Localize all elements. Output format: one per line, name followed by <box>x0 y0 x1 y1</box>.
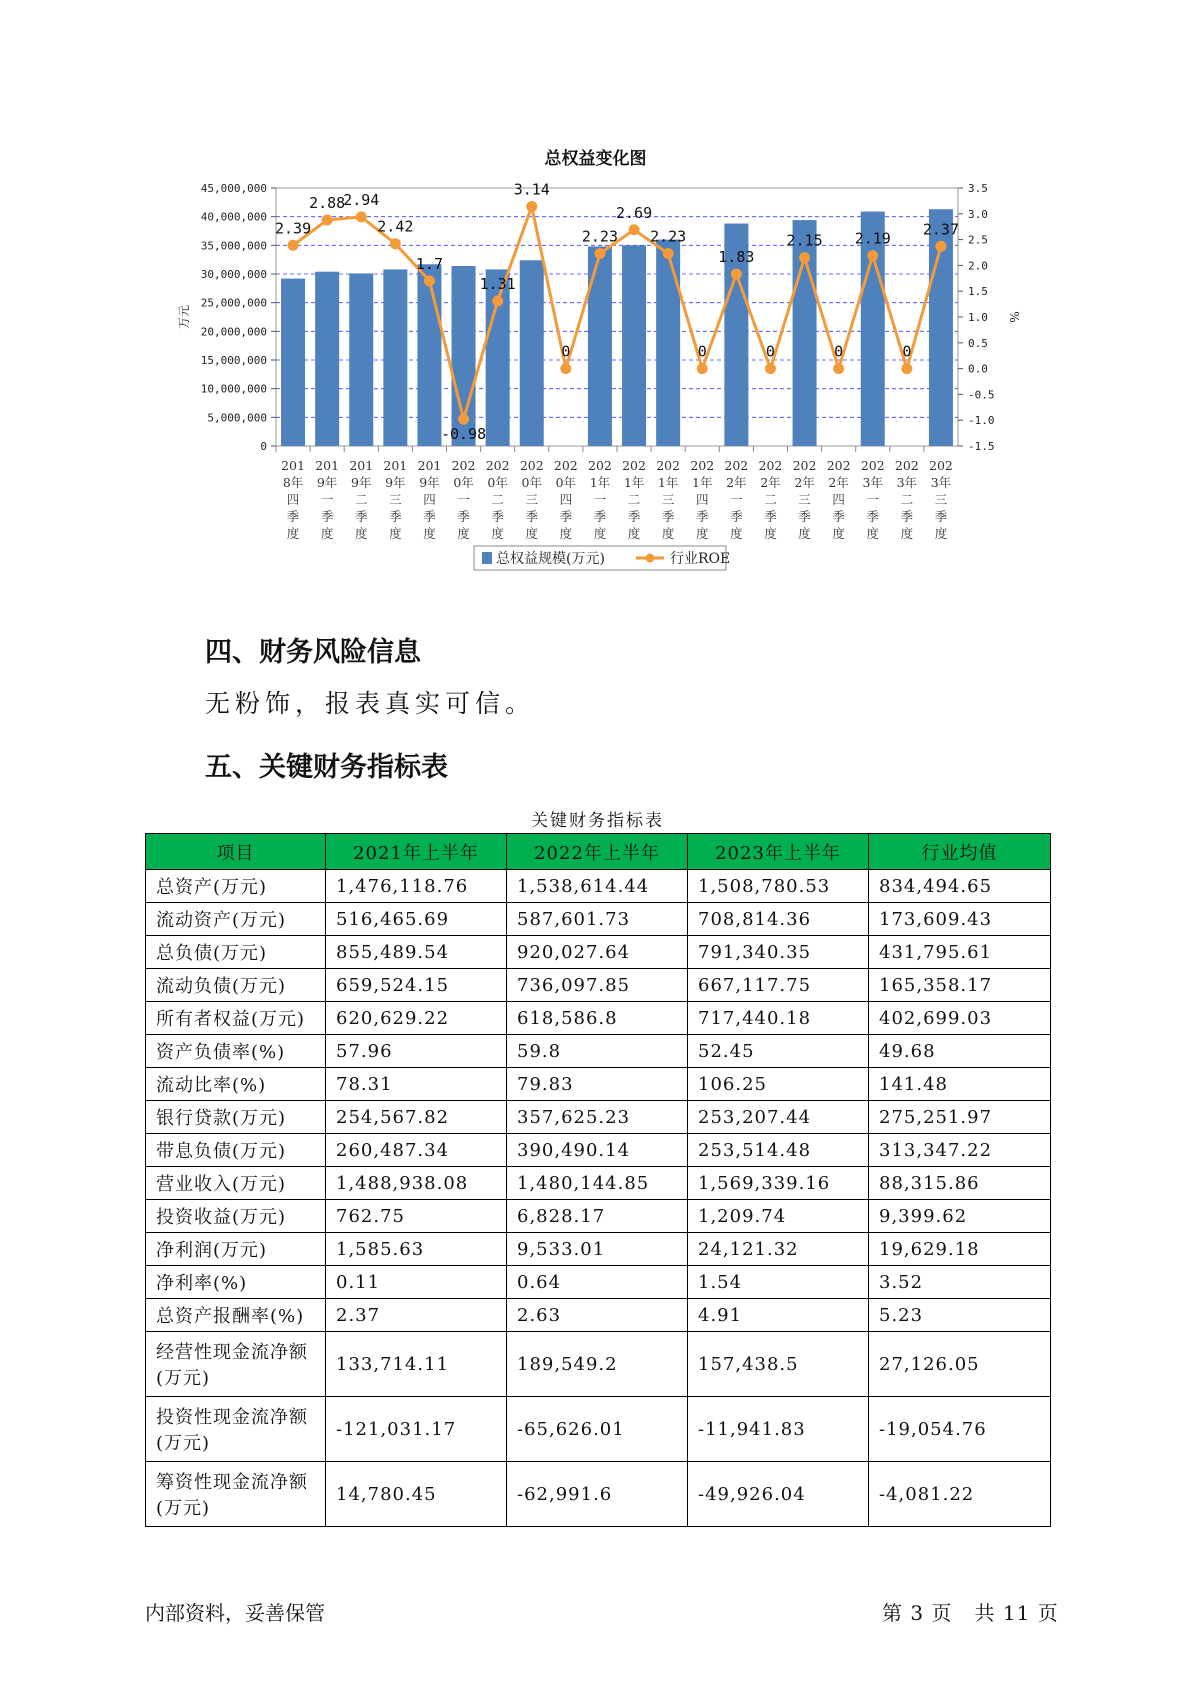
x-tick-label: 202 <box>724 458 749 473</box>
y-tick-label: 25,000,000 <box>200 296 267 310</box>
x-tick-label: 度 <box>559 526 573 541</box>
x-tick-label: 3年 <box>930 475 952 490</box>
y-tick-label: 0 <box>260 440 267 453</box>
x-tick-label: 3年 <box>896 475 918 490</box>
row-label-cell: 投资收益(万元) <box>146 1200 326 1233</box>
roe-point <box>629 224 640 235</box>
value-cell: 79.83 <box>507 1068 688 1101</box>
x-tick-label: 0年 <box>487 475 508 490</box>
x-tick-label: 度 <box>491 526 504 541</box>
x-tick-label: 二 <box>764 492 777 507</box>
row-label-cell: 带息负债(万元) <box>146 1134 326 1167</box>
x-tick-label: 季 <box>866 509 880 524</box>
y2-tick-label: 3.0 <box>968 207 988 221</box>
roe-data-label: 2.88 <box>309 193 346 212</box>
table-row <box>146 936 1051 969</box>
roe-data-label: 2.19 <box>854 229 891 248</box>
value-cell: 4.91 <box>688 1299 869 1332</box>
table-row <box>146 1332 1051 1397</box>
roe-point <box>288 240 299 251</box>
x-tick-label: 2年 <box>726 475 747 490</box>
value-cell: 1,488,938.08 <box>326 1167 507 1200</box>
table-row <box>146 1462 1051 1527</box>
row-label-cell: 净利润(万元) <box>146 1233 326 1266</box>
legend-bar-label: 总权益规模(万元) <box>496 551 605 567</box>
table-body <box>146 870 1051 1527</box>
value-cell: 253,514.48 <box>688 1134 869 1167</box>
value-cell: 260,487.34 <box>326 1134 507 1167</box>
y-tick-label: 20,000,000 <box>200 325 267 339</box>
x-tick-label: 度 <box>320 526 334 541</box>
roe-data-label: 1.7 <box>415 254 443 273</box>
value-cell: 2.37 <box>326 1299 507 1332</box>
row-label-cell: 经营性现金流净额(万元) <box>146 1332 326 1397</box>
value-cell: 618,586.8 <box>507 1002 688 1035</box>
x-tick-label: 四 <box>695 492 709 507</box>
row-label-cell: 总资产报酬率(%) <box>146 1299 326 1332</box>
value-cell: 0.11 <box>326 1266 507 1299</box>
x-tick-label: 0年 <box>521 475 542 490</box>
value-cell: 920,027.64 <box>507 936 688 969</box>
x-tick-label: 季 <box>286 509 300 524</box>
value-cell: 1,585.63 <box>326 1233 507 1266</box>
roe-data-label: 2.69 <box>615 203 653 222</box>
x-tick-label: 季 <box>730 509 743 524</box>
y2-tick-label: 0.5 <box>968 336 988 350</box>
value-cell: 390,490.14 <box>507 1134 688 1167</box>
table-row <box>146 903 1051 936</box>
x-tick-label: 季 <box>764 509 777 524</box>
x-tick-label: 二 <box>900 492 914 507</box>
value-cell: 254,567.82 <box>326 1101 507 1134</box>
table-row <box>146 969 1051 1002</box>
value-cell: -65,626.01 <box>507 1397 688 1462</box>
roe-point <box>935 241 946 252</box>
x-tick-label: 202 <box>826 458 851 473</box>
value-cell: 357,625.23 <box>507 1101 688 1134</box>
x-tick-label: 1年 <box>692 475 713 490</box>
value-cell: -4,081.22 <box>869 1462 1051 1527</box>
x-tick-label: 度 <box>934 526 948 541</box>
value-cell: 3.52 <box>869 1266 1051 1299</box>
x-tick-label: 季 <box>661 509 675 524</box>
value-cell: 49.68 <box>869 1035 1051 1068</box>
x-tick-label: 202 <box>485 458 510 473</box>
value-cell: 78.31 <box>326 1068 507 1101</box>
x-tick-label: 一 <box>866 492 880 507</box>
roe-data-label: 0 <box>561 342 571 361</box>
x-tick-label: 202 <box>690 458 715 473</box>
x-tick-label: 度 <box>866 526 880 541</box>
x-tick-label: 季 <box>832 509 845 524</box>
x-tick-label: 度 <box>730 526 743 541</box>
x-tick-label: 9年 <box>351 475 372 490</box>
roe-point <box>663 248 674 259</box>
roe-data-label: 0 <box>765 342 775 361</box>
roe-point <box>356 211 367 222</box>
bar <box>656 240 680 446</box>
table-row <box>146 1167 1051 1200</box>
roe-point <box>833 363 844 374</box>
x-tick-label: 度 <box>286 526 300 541</box>
roe-point <box>390 238 401 249</box>
x-tick-label: 季 <box>934 509 948 524</box>
x-tick-label: 201 <box>383 458 408 473</box>
value-cell: 855,489.54 <box>326 936 507 969</box>
x-tick-label: 2年 <box>794 475 815 490</box>
table-row <box>146 1101 1051 1134</box>
row-label-cell: 净利率(%) <box>146 1266 326 1299</box>
table-header-cell: 行业均值 <box>869 834 1051 870</box>
table-row <box>146 1068 1051 1101</box>
x-tick-label: 202 <box>894 458 919 473</box>
value-cell: 431,795.61 <box>869 936 1051 969</box>
table-row <box>146 1266 1051 1299</box>
table-row <box>146 1035 1051 1068</box>
x-tick-label: 202 <box>792 458 817 473</box>
table-header-cell: 项目 <box>146 834 326 870</box>
y-tick-label: 35,000,000 <box>200 239 267 253</box>
x-tick-label: 季 <box>900 509 914 524</box>
table-header-row <box>146 834 1051 870</box>
y2-tick-label: 0.0 <box>968 362 988 376</box>
x-tick-label: 9年 <box>385 475 406 490</box>
value-cell: 402,699.03 <box>869 1002 1051 1035</box>
x-tick-label: 3年 <box>862 475 883 490</box>
roe-data-label: 0 <box>697 342 707 361</box>
x-tick-label: 1年 <box>623 475 645 490</box>
value-cell: 516,465.69 <box>326 903 507 936</box>
x-tick-label: 度 <box>695 526 709 541</box>
value-cell: 667,117.75 <box>688 969 869 1002</box>
x-tick-label: 1年 <box>589 475 611 490</box>
x-tick-label: 度 <box>593 526 607 541</box>
bar <box>588 246 612 446</box>
table-header-cell: 2022年上半年 <box>507 834 688 870</box>
value-cell: 173,609.43 <box>869 903 1051 936</box>
x-tick-label: 度 <box>900 526 914 541</box>
value-cell: 2.63 <box>507 1299 688 1332</box>
y2-tick-label: 1.0 <box>968 311 988 324</box>
roe-data-label: 3.14 <box>513 180 550 199</box>
roe-data-label: 0 <box>902 342 912 361</box>
value-cell: 791,340.35 <box>688 936 869 969</box>
table-row <box>146 1299 1051 1332</box>
x-tick-label: 季 <box>695 509 709 524</box>
x-tick-label: 2年 <box>760 475 781 490</box>
x-tick-label: 9年 <box>316 475 338 490</box>
roe-point <box>458 414 469 425</box>
row-label-cell: 流动比率(%) <box>146 1068 326 1101</box>
x-tick-label: 三 <box>798 492 811 507</box>
x-tick-label: 度 <box>661 526 675 541</box>
value-cell: 9,533.01 <box>507 1233 688 1266</box>
x-tick-label: 三 <box>525 492 539 507</box>
page-mid: 页 共 <box>931 1601 996 1625</box>
x-tick-label: 二 <box>354 492 368 507</box>
value-cell: 24,121.32 <box>688 1233 869 1266</box>
roe-data-label: 1.83 <box>718 248 755 267</box>
x-tick-label: 季 <box>627 509 641 524</box>
x-tick-label: 季 <box>798 509 811 524</box>
table-row <box>146 1002 1051 1035</box>
value-cell: 275,251.97 <box>869 1101 1051 1134</box>
risk-heading: 四、财务风险信息 <box>205 637 421 668</box>
page-prefix: 第 <box>882 1601 903 1625</box>
x-tick-label: 一 <box>730 492 743 507</box>
value-cell: 5.23 <box>869 1299 1051 1332</box>
value-cell: 1,476,118.76 <box>326 870 507 903</box>
x-tick-label: 9年 <box>419 475 440 490</box>
x-tick-label: 2年 <box>828 475 849 490</box>
value-cell: 1,508,780.53 <box>688 870 869 903</box>
value-cell: 189,549.2 <box>507 1332 688 1397</box>
y-tick-label: 30,000,000 <box>200 268 267 281</box>
page-total: 11 <box>1002 1601 1031 1625</box>
y2-tick-label: -1.0 <box>968 414 995 428</box>
value-cell: 88,315.86 <box>869 1167 1051 1200</box>
footer-note: 内部资料，妥善保管 <box>145 1601 325 1625</box>
y2-tick-label: 2.5 <box>968 233 988 247</box>
x-tick-label: 四 <box>832 492 845 507</box>
value-cell: 1.54 <box>688 1266 869 1299</box>
bar <box>417 264 441 446</box>
value-cell: 59.8 <box>507 1035 688 1068</box>
x-tick-label: 季 <box>559 509 573 524</box>
roe-point <box>697 363 708 374</box>
row-label-cell: 总资产(万元) <box>146 870 326 903</box>
value-cell: 106.25 <box>688 1068 869 1101</box>
kpi-table <box>145 833 1051 1527</box>
x-tick-label: 度 <box>764 526 777 541</box>
x-tick-label: 202 <box>588 458 612 473</box>
table-row <box>146 1200 1051 1233</box>
row-label-cell: 流动负债(万元) <box>146 969 326 1002</box>
roe-point <box>799 252 810 263</box>
page-number: 3 <box>910 1601 925 1625</box>
value-cell: 165,358.17 <box>869 969 1051 1002</box>
legend-bar-swatch <box>482 552 492 564</box>
roe-point <box>526 201 537 212</box>
row-label-cell: 资产负债率(%) <box>146 1035 326 1068</box>
value-cell: 717,440.18 <box>688 1002 869 1035</box>
row-label-cell: 筹资性现金流净额(万元) <box>146 1462 326 1527</box>
y-axis-label: 万元 <box>177 304 191 330</box>
x-tick-label: 202 <box>553 458 578 473</box>
row-label-cell: 流动资产(万元) <box>146 903 326 936</box>
row-label-cell: 银行贷款(万元) <box>146 1101 326 1134</box>
x-tick-label: 季 <box>491 509 504 524</box>
value-cell: 834,494.65 <box>869 870 1051 903</box>
value-cell: 133,714.11 <box>326 1332 507 1397</box>
table-caption: 关键财务指标表 <box>531 811 664 831</box>
x-tick-label: 季 <box>423 509 436 524</box>
value-cell: 157,438.5 <box>688 1332 869 1397</box>
x-tick-label: 四 <box>423 492 436 507</box>
x-tick-label: 季 <box>457 509 470 524</box>
bar <box>520 260 544 446</box>
x-tick-label: 202 <box>929 458 953 473</box>
x-tick-label: 202 <box>758 458 783 473</box>
roe-point <box>731 269 742 280</box>
chart-title: 总权益变化图 <box>544 149 647 169</box>
x-tick-label: 1年 <box>657 475 679 490</box>
legend-line-label: 行业ROE <box>670 551 731 567</box>
value-cell: 52.45 <box>688 1035 869 1068</box>
x-tick-label: 二 <box>491 492 504 507</box>
value-cell: 57.96 <box>326 1035 507 1068</box>
x-tick-label: 202 <box>860 458 885 473</box>
x-tick-label: 四 <box>286 492 300 507</box>
x-tick-label: 201 <box>349 458 374 473</box>
y2-tick-label: -0.5 <box>968 388 995 402</box>
value-cell: 1,209.74 <box>688 1200 869 1233</box>
y-tick-label: 40,000,000 <box>200 210 267 224</box>
roe-data-label: 2.94 <box>343 190 380 209</box>
kpi-heading: 五、关键财务指标表 <box>205 752 448 783</box>
x-tick-label: 度 <box>354 526 368 541</box>
roe-data-label: -0.98 <box>440 425 487 444</box>
value-cell: 14,780.45 <box>326 1462 507 1527</box>
value-cell: 1,569,339.16 <box>688 1167 869 1200</box>
value-cell: 19,629.18 <box>869 1233 1051 1266</box>
y2-tick-label: 3.5 <box>968 182 988 195</box>
roe-data-label: 2.42 <box>377 217 414 236</box>
table-row <box>146 1397 1051 1462</box>
value-cell: 736,097.85 <box>507 969 688 1002</box>
y2-axis-label: % <box>1007 311 1021 323</box>
x-tick-label: 8年 <box>282 475 304 490</box>
x-tick-label: 202 <box>622 458 646 473</box>
x-tick-label: 季 <box>320 509 334 524</box>
roe-point <box>424 275 435 286</box>
roe-data-label: 1.31 <box>479 275 516 294</box>
x-tick-label: 202 <box>451 458 476 473</box>
y-tick-label: 45,000,000 <box>200 182 267 195</box>
value-cell: -19,054.76 <box>869 1397 1051 1462</box>
roe-data-label: 0 <box>834 342 844 361</box>
page-suffix: 页 <box>1037 1601 1059 1625</box>
row-label-cell: 营业收入(万元) <box>146 1167 326 1200</box>
roe-point <box>901 363 912 374</box>
bar <box>383 269 407 446</box>
table-row <box>146 1134 1051 1167</box>
value-cell: 762.75 <box>326 1200 507 1233</box>
value-cell: -121,031.17 <box>326 1397 507 1462</box>
row-label-cell: 总负债(万元) <box>146 936 326 969</box>
x-tick-label: 三 <box>934 492 948 507</box>
x-tick-label: 一 <box>593 492 607 507</box>
value-cell: 1,480,144.85 <box>507 1167 688 1200</box>
value-cell: -11,941.83 <box>688 1397 869 1462</box>
y-tick-label: 5,000,000 <box>207 411 267 425</box>
table-row <box>146 870 1051 903</box>
x-tick-label: 一 <box>320 492 334 507</box>
x-tick-label: 二 <box>627 492 641 507</box>
bar <box>622 245 646 446</box>
table-row <box>146 1233 1051 1266</box>
bar <box>281 279 305 446</box>
value-cell: -62,991.6 <box>507 1462 688 1527</box>
y2-tick-label: -1.5 <box>968 440 995 453</box>
x-tick-label: 度 <box>389 526 402 541</box>
bar <box>349 273 373 446</box>
x-tick-label: 季 <box>525 509 539 524</box>
page-indicator <box>882 1597 1059 1626</box>
y2-tick-label: 2.0 <box>968 259 988 273</box>
roe-data-label: 2.23 <box>650 227 687 246</box>
value-cell: 587,601.73 <box>507 903 688 936</box>
x-tick-label: 0年 <box>555 475 577 490</box>
y-tick-label: 10,000,000 <box>200 382 267 396</box>
table-header-cell: 2023年上半年 <box>688 834 869 870</box>
y2-tick-label: 1.5 <box>968 285 988 299</box>
x-tick-label: 201 <box>417 458 442 473</box>
x-tick-label: 202 <box>519 458 544 473</box>
value-cell: 1,538,614.44 <box>507 870 688 903</box>
roe-data-label: 2.23 <box>581 227 619 246</box>
x-tick-label: 度 <box>525 526 539 541</box>
legend-line-marker <box>646 554 655 563</box>
x-tick-label: 202 <box>656 458 681 473</box>
roe-data-label: 2.39 <box>274 219 312 238</box>
roe-point <box>322 214 333 225</box>
x-tick-label: 0年 <box>453 475 474 490</box>
x-tick-label: 201 <box>281 458 305 473</box>
row-label-cell: 投资性现金流净额(万元) <box>146 1397 326 1462</box>
value-cell: 620,629.22 <box>326 1002 507 1035</box>
roe-data-label: 2.15 <box>786 231 823 250</box>
value-cell: 708,814.36 <box>688 903 869 936</box>
bar <box>315 272 339 446</box>
x-tick-label: 201 <box>315 458 340 473</box>
x-tick-label: 度 <box>798 526 811 541</box>
risk-text: 无粉饰，报表真实可信。 <box>205 689 536 718</box>
value-cell: 659,524.15 <box>326 969 507 1002</box>
value-cell: 6,828.17 <box>507 1200 688 1233</box>
x-tick-label: 度 <box>832 526 845 541</box>
y-tick-label: 15,000,000 <box>200 354 267 367</box>
table-header-cell: 2021年上半年 <box>326 834 507 870</box>
roe-data-label: 2.37 <box>922 220 960 239</box>
x-tick-label: 度 <box>457 526 470 541</box>
value-cell: 141.48 <box>869 1068 1051 1101</box>
value-cell: -49,926.04 <box>688 1462 869 1527</box>
roe-point <box>765 363 776 374</box>
roe-point <box>594 248 605 259</box>
x-tick-label: 一 <box>457 492 470 507</box>
value-cell: 253,207.44 <box>688 1101 869 1134</box>
x-tick-label: 三 <box>389 492 402 507</box>
value-cell: 313,347.22 <box>869 1134 1051 1167</box>
equity-chart <box>0 170 1191 590</box>
value-cell: 27,126.05 <box>869 1332 1051 1397</box>
x-tick-label: 度 <box>627 526 641 541</box>
x-tick-label: 季 <box>593 509 607 524</box>
roe-point <box>867 250 878 261</box>
value-cell: 9,399.62 <box>869 1200 1051 1233</box>
roe-point <box>492 296 503 307</box>
x-tick-label: 四 <box>559 492 573 507</box>
x-tick-label: 季 <box>354 509 368 524</box>
value-cell: 0.64 <box>507 1266 688 1299</box>
roe-point <box>560 363 571 374</box>
row-label-cell: 所有者权益(万元) <box>146 1002 326 1035</box>
x-tick-label: 季 <box>389 509 402 524</box>
x-tick-label: 三 <box>661 492 675 507</box>
x-tick-label: 度 <box>423 526 436 541</box>
